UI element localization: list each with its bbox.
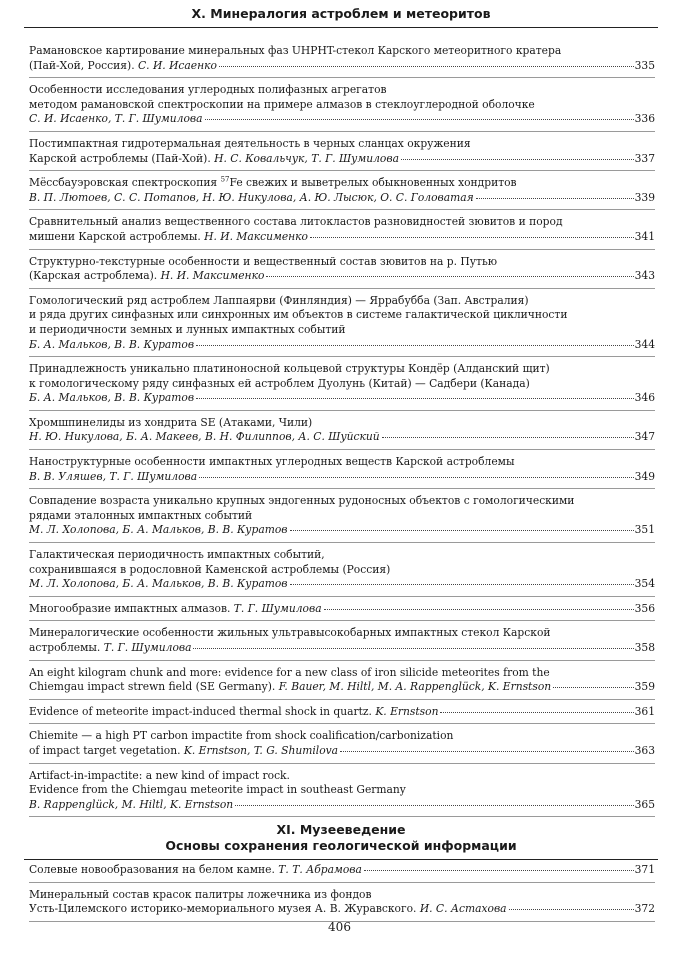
dot-leader (196, 345, 634, 346)
entry-last-line (29, 577, 655, 592)
entry-title-line: Гомологический ряд астроблем Лаппаярви (Финляндия) — Яррабубба (Зап. Австралия) (29, 293, 529, 307)
entry-page-number: 335 (634, 58, 655, 72)
entry-title-text: мишени Карской астроблемы. (29, 229, 205, 243)
entry-page-number: 339 (634, 190, 655, 204)
toc-entry (29, 357, 655, 411)
entry-page-number: 349 (634, 469, 655, 483)
entry-title-line: Chiemite — a high PT carbon impactite from shock coalification/carbonization (29, 729, 454, 743)
entry-authors: Н. И. Максименко (204, 229, 308, 243)
entry-page-number: 337 (634, 151, 655, 165)
entry-page-number: 358 (634, 641, 655, 654)
dot-leader (205, 119, 634, 120)
entry-title-text: (Карская астроблема). (29, 269, 161, 283)
entry-last-line (29, 680, 655, 695)
toc-entry (29, 450, 655, 489)
section-xi-header (24, 822, 658, 860)
entry-authors: K. Ernstson (375, 704, 439, 718)
entry-title-text: Evidence of meteorite impact-induced thermal shock in quartz. (29, 704, 376, 718)
toc-entry (29, 858, 655, 883)
section-x-header (24, 6, 658, 28)
section-x-rule (24, 27, 658, 28)
entry-title-line: Принадлежность уникально платиноносной кольцевой структуры Кондёр (Алданский щит) (29, 362, 550, 376)
dot-leader (401, 159, 634, 160)
dot-leader (196, 398, 634, 399)
entry-title-text: астроблемы. (29, 641, 104, 654)
entry-last-line (29, 798, 655, 813)
dot-leader (199, 477, 633, 478)
entry-authors: Н. С. Ковальчук, Т. Г. Шумилова (214, 151, 399, 165)
dot-leader (382, 437, 634, 438)
toc-entry (29, 597, 655, 622)
entry-title-line: рядами эталонных импактных событий (29, 508, 253, 522)
entry-authors: В. П. Лютоев, С. С. Потапов, Н. Ю. Никулова, А. Ю. Лысюк, О. С. Головатая (29, 190, 474, 204)
toc-entry (29, 543, 655, 597)
toc-entry (29, 250, 655, 289)
entry-page-number: 371 (634, 863, 655, 876)
entry-last-line (29, 112, 655, 127)
entry-authors: Н. Ю. Никулова, Б. А. Макеев, В. Н. Филиппов, А. С. Шуйский (29, 430, 380, 444)
dot-leader (553, 687, 633, 688)
entry-title-line: Минералогические особенности жильных ультравысокобарных импактных стекол Карской (29, 626, 551, 640)
dot-leader (290, 530, 634, 531)
entry-last-line (29, 641, 655, 656)
entry-page-number: 372 (634, 902, 655, 916)
toc-entry (29, 411, 655, 450)
toc-entry (29, 132, 655, 171)
entry-authors: М. Л. Холопова, Б. А. Мальков, В. В. Куратов (29, 577, 288, 591)
page-number: 406 (328, 920, 351, 934)
toc-entry (29, 700, 655, 725)
entry-title-text: Chiemgau impact strewn field (SE Germany). (29, 680, 279, 694)
dot-leader (266, 276, 633, 277)
dot-leader (440, 712, 633, 713)
dot-leader (324, 609, 634, 610)
entry-title-line: и ряда других синфазных или синхронных им объектов в системе галактической цикличности (29, 308, 568, 322)
toc-entry (29, 661, 655, 700)
entry-title-line: Хромшпинелиды из хондрита SE (Атаками, Чили) (29, 415, 313, 429)
entry-title-line: Галактическая периодичность импактных событий, (29, 548, 325, 562)
dot-leader (290, 584, 634, 585)
entry-authors: С. И. Исаенко (137, 58, 217, 72)
entry-last-line (29, 902, 655, 917)
entry-authors: В. В. Уляшев, Т. Г. Шумилова (29, 469, 198, 483)
toc-entry (29, 724, 655, 763)
entry-page-number: 341 (634, 229, 655, 243)
entry-page-number: 354 (634, 577, 655, 591)
entry-last-line (29, 269, 655, 284)
toc-entry (29, 210, 655, 249)
entry-authors: М. Л. Холопова, Б. А. Мальков, В. В. Куратов (29, 523, 288, 537)
entry-title-line: сохранившаяся в родословной Каменской астроблемы (Россия) (29, 562, 391, 576)
entry-page-number: 343 (634, 269, 655, 283)
entry-authors: С. И. Исаенко, Т. Г. Шумилова (29, 112, 203, 126)
entry-title-text: of impact target vegetation. (29, 743, 184, 757)
entry-page-number: 346 (634, 391, 655, 405)
toc-entry (29, 764, 655, 818)
dot-leader (509, 909, 634, 910)
entry-title-text: Усть-Цилемского историко-мемориального музея А. В. Журавского. (29, 902, 420, 916)
entry-authors: B. Rappenglück, M. Hiltl, K. Ernstson (29, 797, 234, 811)
dot-leader (364, 870, 634, 871)
toc-entry (29, 289, 655, 357)
entry-authors: Т. Г. Шумилова (233, 601, 322, 615)
entry-title-line: Artifact-in-impactite: a new kind of impact rock. (29, 768, 290, 782)
entry-title-line: Мёссбауэровская спектроскопия $^{57}$Fe свежих и выветрелых обыкновенных хондритов (29, 176, 517, 190)
entry-authors: K. Ernstson, T. G. Shumilova (183, 743, 339, 757)
entry-title-text: Карской астроблемы (Пай-Хой). (29, 151, 215, 165)
entry-authors: Б. А. Мальков, В. В. Куратов (29, 391, 195, 405)
entry-authors: И. С. Астахова (419, 902, 507, 916)
entry-last-line (29, 705, 655, 720)
entry-last-line (29, 523, 655, 538)
entry-page-number: 361 (634, 704, 655, 718)
entry-title-line: Структурно-текстурные особенности и вещественный состав зювитов на р. Путью (29, 254, 498, 268)
entry-title-line: Минеральный состав красок палитры ложечника из фондов (29, 887, 372, 901)
entry-title-line: к гомологическому ряду синфазных ей астроблем Дуолунь (Китай) — Садбери (Канада) (29, 376, 530, 390)
entry-page-number: 363 (634, 743, 655, 757)
entry-title-text: (Пай-Хой, Россия). (29, 58, 138, 72)
section-xi-title: XI. Музееведение (276, 822, 406, 837)
entry-last-line (29, 191, 655, 206)
entry-title-line: методом рамановской спектроскопии на примере алмазов в стеклоуглеродной оболочке (29, 97, 535, 111)
section-x-title: X. Минералогия астроблем и метеоритов (191, 6, 491, 21)
entry-page-number: 347 (634, 430, 655, 444)
entry-title-line: An eight kilogram chunk and more: evidence for a new class of iron silicide meteorites from the (29, 665, 550, 679)
section-xi-entries (29, 858, 655, 922)
dot-leader (340, 751, 634, 752)
section-xi-subtitle: Основы сохранения геологической информации (165, 838, 517, 853)
entry-authors: F. Bauer, M. Hiltl, M. A. Rappenglück, K. Ernstson (278, 680, 552, 694)
entry-page-number: 351 (634, 523, 655, 537)
entry-authors: Т. Г. Шумилова (103, 641, 192, 654)
entry-title-line: Наноструктурные особенности импактных углеродных веществ Карской астроблемы (29, 455, 515, 469)
toc-entry (29, 489, 655, 543)
entry-title-text: Солевые новообразования на белом камне. (29, 863, 279, 876)
entry-title-text: Многообразие импактных алмазов. (29, 601, 234, 615)
entry-title-line: Совпадение возраста уникально крупных эндогенных рудоносных объектов с гомологическими (29, 494, 575, 508)
dot-leader (310, 237, 634, 238)
toc-entry (29, 171, 655, 210)
entry-last-line (29, 863, 655, 878)
entry-last-line (29, 59, 655, 74)
entry-page-number: 359 (634, 680, 655, 694)
dot-leader (476, 198, 634, 199)
entry-authors: Б. А. Мальков, В. В. Куратов (29, 337, 195, 351)
toc-entry (29, 78, 655, 132)
dot-leader (219, 66, 634, 67)
entry-title-line: и периодичности земных и лунных импактных событий (29, 322, 346, 336)
entry-page-number: 365 (634, 797, 655, 811)
toc-entry (29, 39, 655, 78)
entry-title-line: Особенности исследования углеродных полифазных агрегатов (29, 83, 387, 97)
toc-entry (29, 621, 655, 660)
section-x-entries (29, 39, 655, 817)
entry-page-number: 344 (634, 337, 655, 351)
dot-leader (235, 805, 633, 806)
entry-last-line (29, 230, 655, 245)
entry-title-line: Рамановское картирование минеральных фаз UHPHT-стекол Карского метеоритного кратера (29, 44, 562, 57)
entry-title-line: Постимпактная гидротермальная деятельность в черных сланцах окружения (29, 136, 471, 150)
entry-authors: Т. Т. Абрамова (278, 863, 362, 876)
entry-last-line (29, 470, 655, 485)
entry-title-line: Evidence from the Chiemgau meteorite impact in southeast Germany (29, 783, 406, 797)
entry-last-line (29, 338, 655, 353)
entry-title-line: Сравнительный анализ вещественного состава литокластов разновидностей зювитов и пород (29, 215, 563, 229)
toc-entry (29, 883, 655, 922)
entry-last-line (29, 430, 655, 445)
entry-last-line (29, 744, 655, 759)
entry-last-line (29, 391, 655, 406)
entry-authors: Н. И. Максименко (160, 269, 265, 283)
dot-leader (193, 648, 633, 649)
entry-page-number: 336 (634, 112, 655, 126)
entry-last-line (29, 602, 655, 617)
entry-page-number: 356 (634, 601, 655, 615)
entry-last-line (29, 152, 655, 167)
